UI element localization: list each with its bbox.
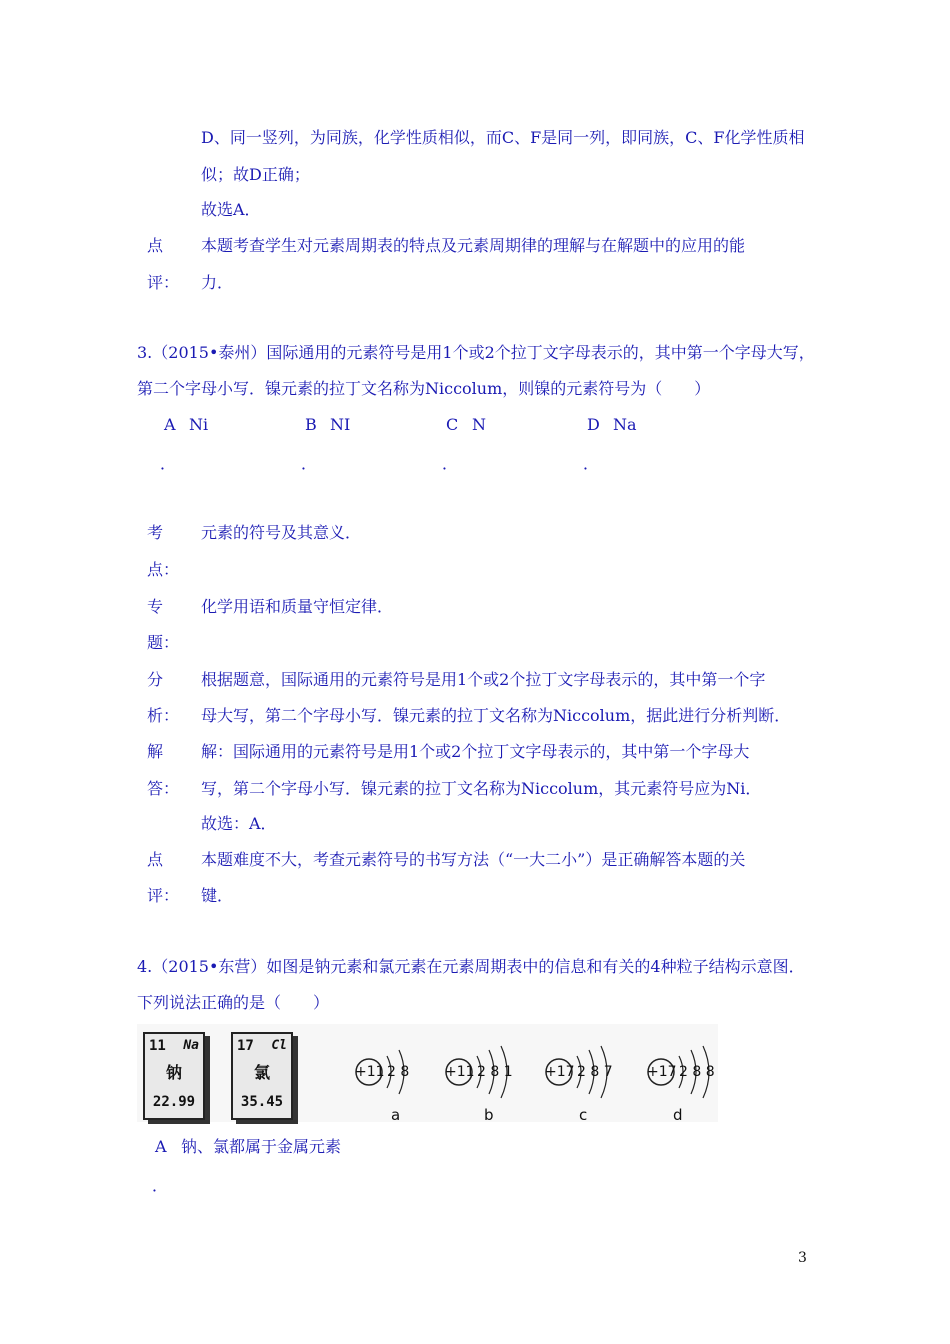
section-label: 点 bbox=[147, 850, 164, 869]
shell-electrons: 2 8 1 bbox=[477, 1064, 513, 1080]
fenxi-text: 根据题意，国际通用的元素符号是用1个或2个拉丁文字母表示的，其中第一个字 bbox=[201, 670, 766, 689]
section-label: 专 bbox=[147, 597, 164, 616]
section-label: 分 bbox=[147, 670, 164, 689]
q3-option-b-text: NI bbox=[330, 415, 351, 434]
q3-option-c-dot: ． bbox=[442, 454, 459, 473]
analysis-line: 似；故D正确； bbox=[201, 165, 310, 184]
nucleus-charge: +11 bbox=[445, 1064, 475, 1080]
shell-electrons: 2 8 bbox=[387, 1064, 410, 1080]
diagram-label-c: c bbox=[579, 1106, 588, 1124]
diagram-label-a: a bbox=[391, 1106, 401, 1124]
atomic-number: 11 bbox=[149, 1038, 166, 1054]
section-label: 解 bbox=[147, 742, 164, 761]
q3-option-d-text: Na bbox=[613, 415, 637, 434]
element-name: 钠 bbox=[165, 1063, 182, 1082]
particle-diagram-a bbox=[355, 1042, 445, 1100]
comment-text: 本题难度不大，考查元素符号的书写方法（“一大二小”）是正确解答本题的关 bbox=[201, 850, 746, 869]
q4-option-a-dot: ． bbox=[152, 1176, 169, 1195]
atomic-number: 17 bbox=[237, 1038, 254, 1054]
q4-option-a-letter: A bbox=[155, 1137, 167, 1156]
atomic-mass: 35.45 bbox=[240, 1094, 284, 1110]
element-card-sodium bbox=[143, 1032, 205, 1120]
section-label: 题： bbox=[147, 633, 180, 652]
q3-stem: 第二个字母小写．镍元素的拉丁文名称为Niccolum，则镍的元素符号为（ ） bbox=[137, 379, 711, 398]
q3-option-c-letter: C bbox=[446, 415, 459, 434]
particle-diagram-b bbox=[445, 1042, 535, 1100]
q4-option-a-text: 钠、氯都属于金属元素 bbox=[181, 1137, 342, 1156]
q4-stem: 下列说法正确的是（ ） bbox=[137, 993, 330, 1012]
q3-stem: 3.（2015•泰州）国际通用的元素符号是用1个或2个拉丁文字母表示的，其中第一个字母大写， bbox=[137, 343, 815, 362]
q3-option-c-text: N bbox=[472, 415, 486, 434]
q3-option-a-dot: ． bbox=[160, 454, 177, 473]
comment-text: 本题考查学生对元素周期表的特点及元素周期律的理解与在解题中的应用的能 bbox=[201, 236, 746, 255]
section-label: 点： bbox=[147, 560, 180, 579]
analysis-line: 故选A． bbox=[201, 200, 261, 219]
element-symbol: Na bbox=[183, 1038, 199, 1053]
atomic-mass: 22.99 bbox=[152, 1094, 196, 1110]
shell-electrons: 2 8 8 bbox=[679, 1064, 715, 1080]
q4-figure bbox=[137, 1024, 718, 1122]
fenxi-text: 母大写，第二个字母小写．镍元素的拉丁文名称为Niccolum，据此进行分析判断． bbox=[201, 706, 791, 725]
nucleus-charge: +17 bbox=[545, 1064, 575, 1080]
element-name: 氯 bbox=[253, 1063, 270, 1082]
jieda-text: 故选：A． bbox=[201, 814, 277, 833]
q3-option-a-letter: A bbox=[164, 415, 176, 434]
element-symbol: Cl bbox=[271, 1038, 287, 1053]
zhuanti-text: 化学用语和质量守恒定律． bbox=[201, 597, 394, 616]
kaodian-text: 元素的符号及其意义． bbox=[201, 523, 362, 542]
comment-text: 力． bbox=[201, 273, 234, 292]
section-label: 点 bbox=[147, 236, 164, 255]
diagram-label-b: b bbox=[484, 1106, 494, 1124]
element-card-chlorine bbox=[231, 1032, 293, 1120]
q4-stem: 4.（2015•东营）如图是钠元素和氯元素在元素周期表中的信息和有关的4种粒子结构示意图． bbox=[137, 957, 805, 976]
shell-electrons: 2 8 7 bbox=[577, 1064, 613, 1080]
nucleus-charge: +11 bbox=[355, 1064, 385, 1080]
q3-option-a-text: Ni bbox=[189, 415, 209, 434]
particle-diagram-c bbox=[545, 1042, 635, 1100]
q3-option-b-letter: B bbox=[305, 415, 317, 434]
jieda-text: 解：国际通用的元素符号是用1个或2个拉丁文字母表示的，其中第一个字母大 bbox=[201, 742, 750, 761]
section-label: 析： bbox=[147, 706, 180, 725]
page-number: 3 bbox=[798, 1250, 807, 1266]
nucleus-charge: +17 bbox=[647, 1064, 677, 1080]
section-label: 评： bbox=[147, 273, 180, 292]
particle-diagram-d bbox=[647, 1042, 737, 1100]
section-label: 答： bbox=[147, 779, 180, 798]
comment-text: 键． bbox=[201, 886, 234, 905]
section-label: 考 bbox=[147, 523, 164, 542]
diagram-label-d: d bbox=[673, 1106, 683, 1124]
section-label: 评： bbox=[147, 886, 180, 905]
analysis-line: D、同一竖列，为同族，化学性质相似，而C、F是同一列，即同族，C、F化学性质相 bbox=[201, 128, 805, 147]
jieda-text: 写，第二个字母小写．镍元素的拉丁文名称为Niccolum，其元素符号应为Ni． bbox=[201, 779, 762, 798]
q3-option-d-letter: D bbox=[587, 415, 600, 434]
q3-option-b-dot: ． bbox=[301, 454, 318, 473]
q3-option-d-dot: ． bbox=[583, 454, 600, 473]
